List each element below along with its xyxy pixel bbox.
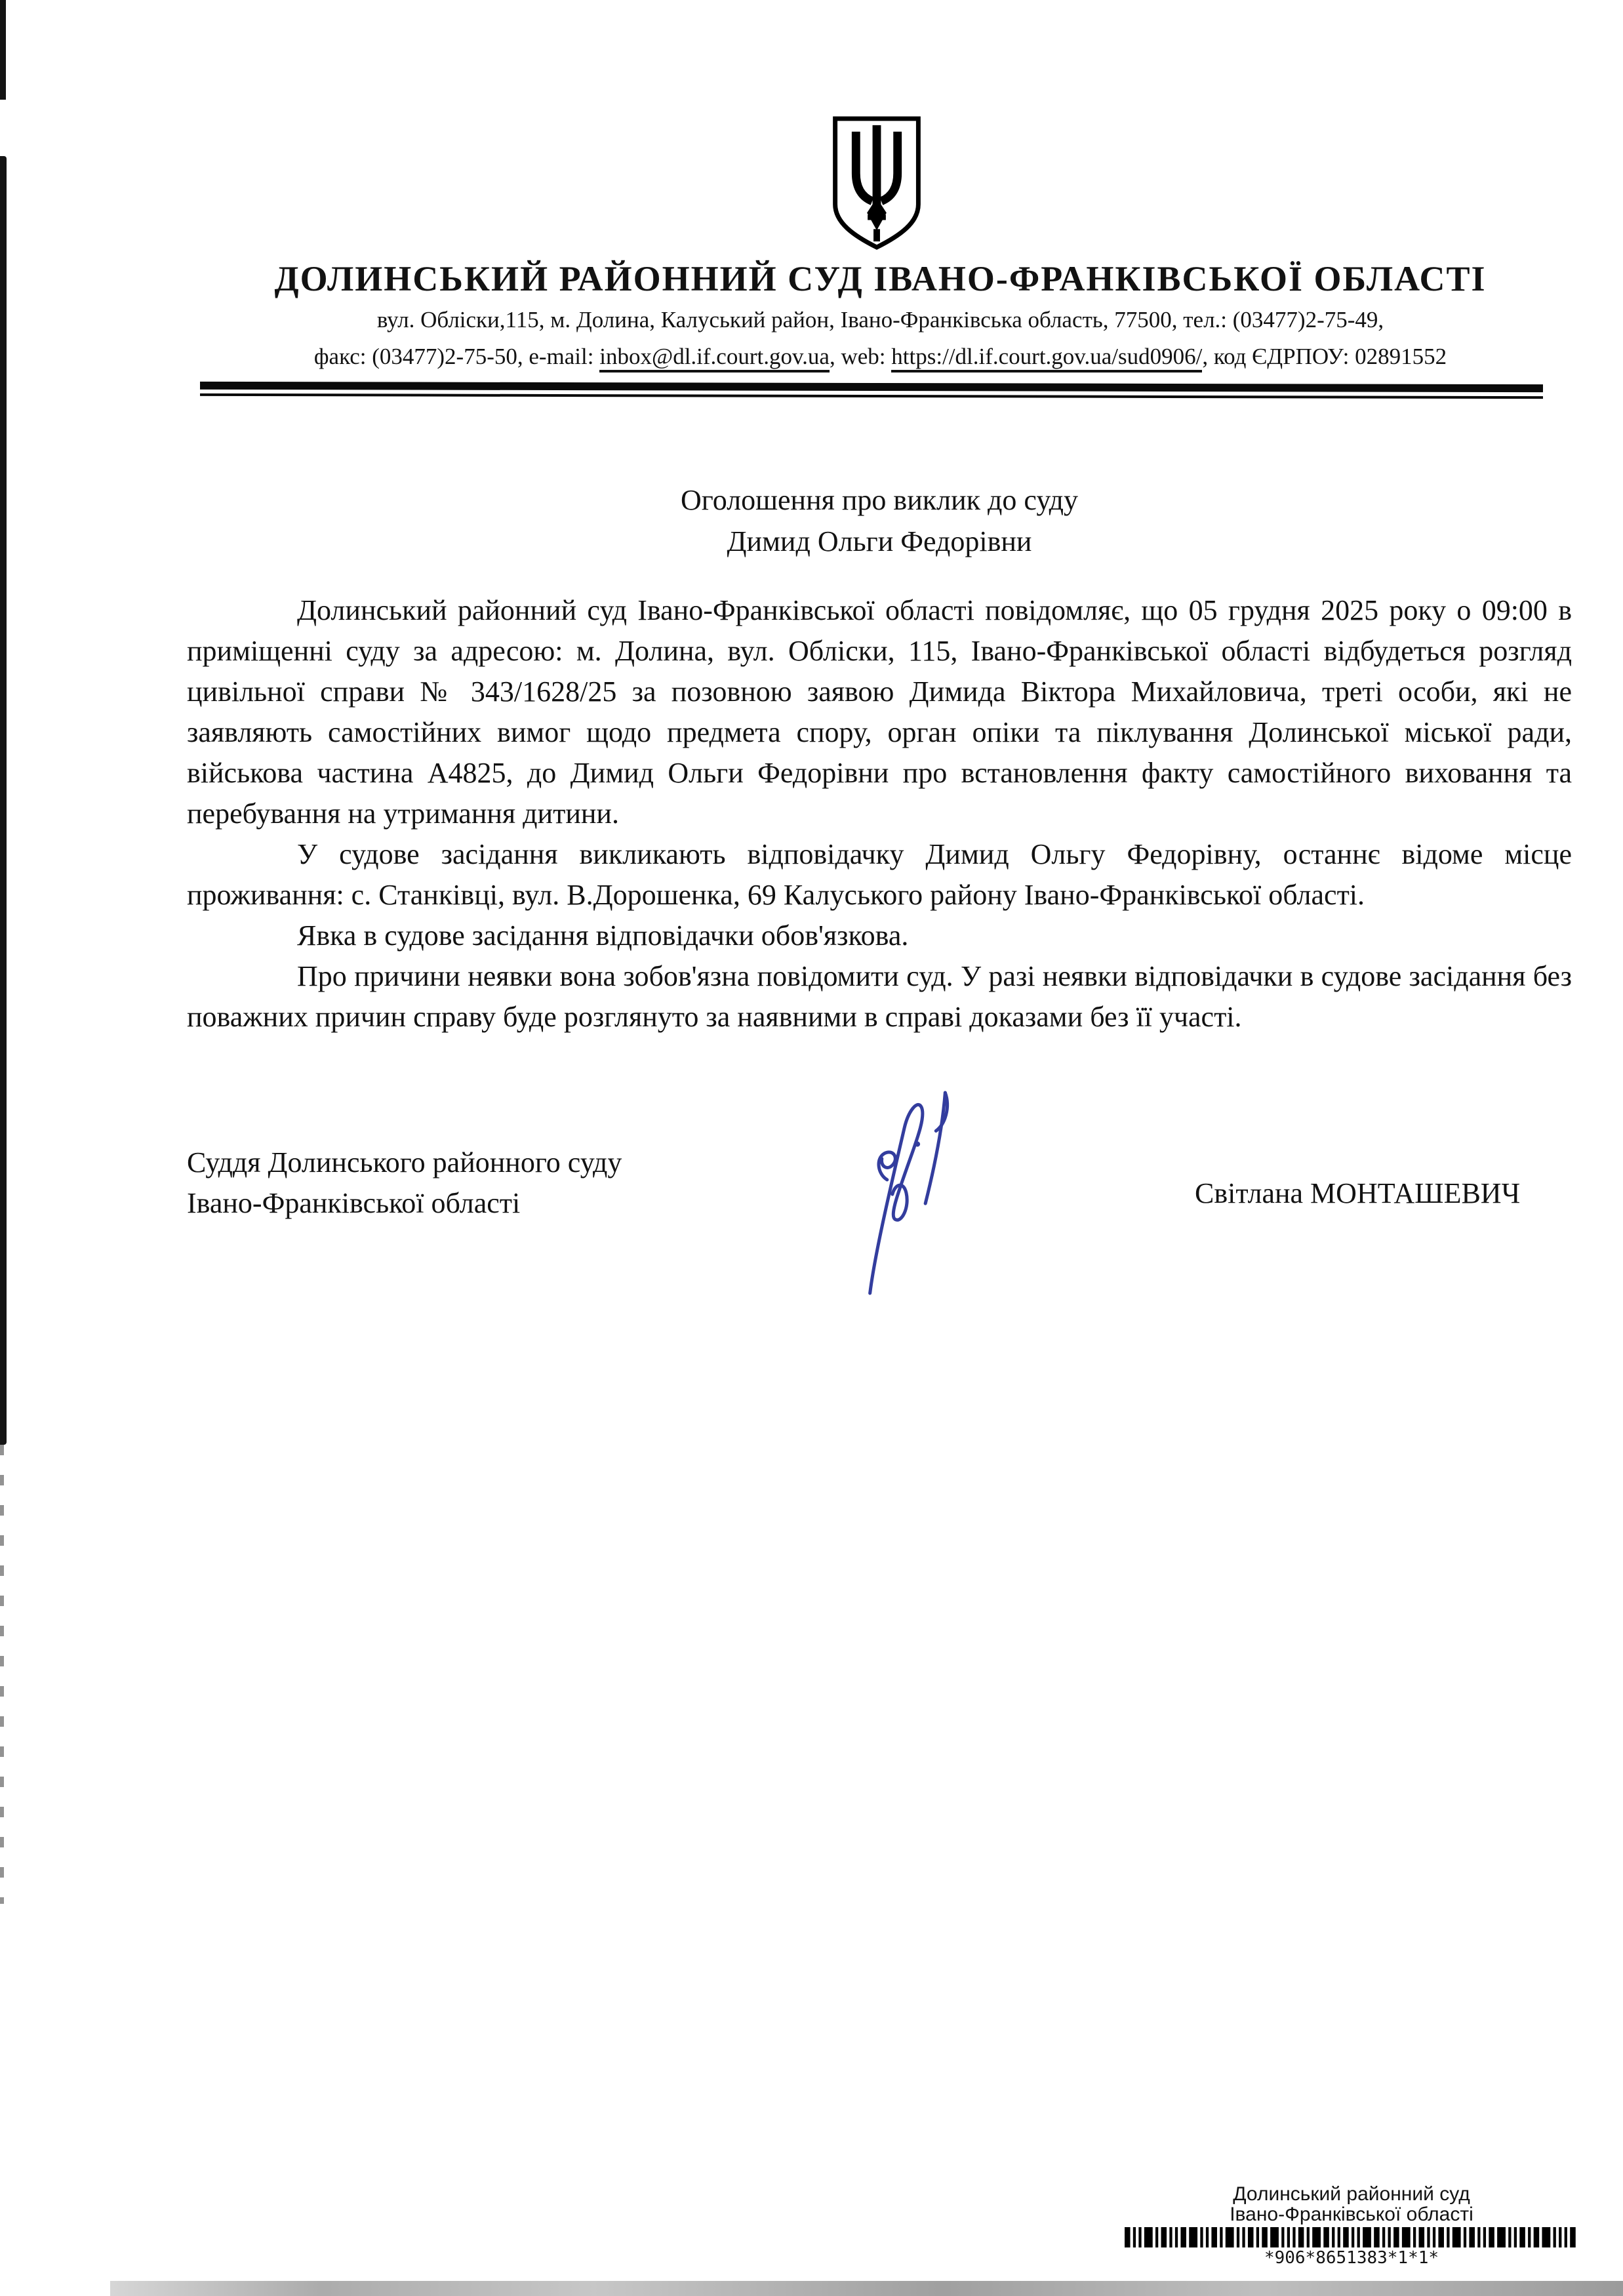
court-name-title: ДОЛИНСЬКИЙ РАЙОННИЙ СУД ІВАНО-ФРАНКІВСЬКОЇ ОБЛАСТІ xyxy=(274,259,1487,298)
court-address-line-2 xyxy=(138,344,1623,370)
ukraine-trident-shield-icon xyxy=(831,115,923,251)
bottom-scan-shadow xyxy=(110,2281,1623,2296)
left-edge-scan-artifact xyxy=(0,1445,4,1904)
barcode-caption: *906*8651383*1*1* xyxy=(1264,2248,1439,2268)
left-edge-scan-artifact xyxy=(0,0,6,100)
left-edge-scan-artifact xyxy=(0,156,7,1445)
body-paragraph-3: Явка в судове засідання відповідачки обов'язкова. xyxy=(297,919,909,952)
footer-court-name-line-1: Долинський районний суд xyxy=(1233,2183,1470,2205)
header-divider-thick-rule xyxy=(200,382,1543,392)
notice-body xyxy=(187,590,1572,1037)
address-edrpou-code: , код ЄДРПОУ: 02891552 xyxy=(1202,344,1447,369)
judge-role-block xyxy=(187,1142,622,1224)
notice-title xyxy=(187,479,1572,562)
body-paragraph-2: У судове засідання викликають відповідачку Димид Ольгу Федорівну, останнє відоме місце проживання: с. Станківці, вул. В.Дорошенка, 69 Калуського району Івано-Франківської області. xyxy=(187,838,1572,911)
address-fax-prefix: факс: (03477)2-75-50, e-mail: xyxy=(313,344,600,369)
judge-role-line-2: Івано-Франківської області xyxy=(187,1187,521,1219)
court-email: inbox@dl.if.court.gov.ua xyxy=(599,344,830,373)
body-paragraph-1: Долинський районний суд Івано-Франківської області повідомляє, що 05 грудня 2025 року о 09:00 в приміщенні суду за адресою: м. Долина, вул. Обліски, 115, Івано-Франківської області відбудеться розгляд цивільної справи № 343/1628/25 за позовною заявою Димида Віктора Михайловича, треті особи, які не заявляють самостійних вимог щодо предмета спору, орган опіки та піклування Долинської міської ради, військова частина А4825, до Димид Ольги Федорівни про встановлення факту самостійного виховання та перебування на утримання дитини. xyxy=(187,594,1572,830)
footer-court-stamp xyxy=(1118,2184,1585,2268)
body-paragraph-4: Про причини неявки вона зобов'язна повідомити суд. У разі неявки відповідачки в судове засідання без поважних причин справу буде розглянуто за наявними в справі доказами без її участі. xyxy=(187,960,1572,1033)
court-address-line-1: вул. Обліски,115, м. Долина, Калуський район, Івано-Франківська область, 77500, тел.: (03477)2-75-49, xyxy=(376,307,1384,332)
notice-title-line-2: Димид Ольги Федорівни xyxy=(727,525,1032,557)
notice-title-line-1: Оголошення про виклик до суду xyxy=(681,484,1078,516)
court-website-url: https://dl.if.court.gov.ua/sud0906/ xyxy=(891,344,1202,373)
barcode xyxy=(1125,2227,1578,2247)
header-divider-thin-rule xyxy=(200,393,1543,399)
judge-role-line-1: Суддя Долинського районного суду xyxy=(187,1146,622,1178)
footer-court-name-line-2: Івано-Франківської області xyxy=(1230,2204,1473,2225)
judge-name: Світлана МОНТАШЕВИЧ xyxy=(1195,1177,1521,1209)
address-web-label: , web: xyxy=(829,344,892,369)
handwritten-signature-ink xyxy=(832,1081,984,1299)
